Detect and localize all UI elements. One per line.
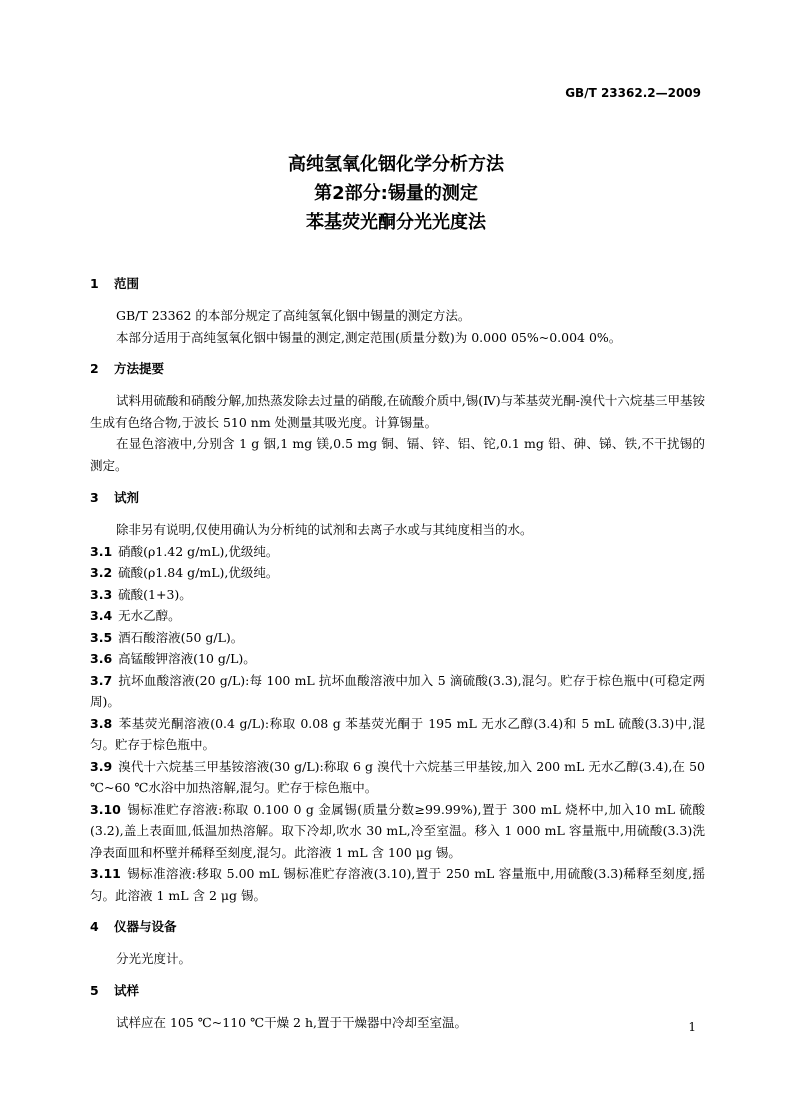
standard-code: GB/T 23362.2—2009 (565, 86, 701, 100)
paragraph: 分光光度计。 (116, 951, 192, 966)
section-number: 3 (90, 490, 99, 505)
section-number: 2 (90, 361, 99, 376)
paragraph: 本部分适用于高纯氢氧化铟中锡量的测定,测定范围(质量分数)为 0.000 05%~0.004 0%。 (116, 329, 622, 345)
title-line-3: 苯基荧光酮分光光度法 (306, 212, 486, 233)
section-title: 仪器与设备 (114, 919, 177, 934)
reagent-item: 3.1 硝酸(ρ1.42 g/mL),优级纯。 (90, 543, 279, 559)
paragraph: GB/T 23362 的本部分规定了高纯氢氧化铟中锡量的测定方法。 (116, 308, 471, 323)
section-number: 4 (90, 919, 99, 934)
reagent-item: 3.11 锡标准溶液:移取 5.00 mL 锡标准贮存溶液(3.10),置于 250 mL 容量瓶中,用硫酸(3.3)稀释至刻度,摇匀。此溶液 1 mL 含 2 μg 锡。 (90, 866, 705, 903)
section-title: 试剂 (114, 490, 140, 505)
title-line-2: 第2部分:锡量的测定 (314, 183, 478, 204)
section-title: 范围 (114, 276, 140, 291)
section-title: 试样 (114, 982, 140, 998)
paragraph: 试样应在 105 ℃~110 ℃干燥 2 h,置于干燥器中冷却至室温。 (116, 1014, 468, 1030)
paragraph: 在显色溶液中,分别含 1 g 铟,1 mg 镁,0.5 mg 铜、镉、锌、铝、铊,0.1 mg 铅、砷、锑、铁,不干扰锡的测定。 (90, 436, 705, 473)
reagent-item: 3.7 抗坏血酸溶液(20 g/L):每 100 mL 抗坏血酸溶液中加入 5 滴硫酸(3.3),混匀。贮存于棕色瓶中(可稳定两周)。 (90, 672, 705, 709)
section-1-heading (90, 274, 705, 294)
reagent-item: 3.9 溴代十六烷基三甲基铵溶液(30 g/L):称取 6 g 溴代十六烷基三甲基铵,加入 200 mL 无水乙醇(3.4),在 50 ℃~60 ℃水浴中加热溶解,混匀。贮存于棕色瓶中。 (90, 758, 705, 795)
section-2-heading (90, 359, 705, 379)
reagent-item: 3.5 酒石酸溶液(50 g/L)。 (90, 629, 244, 645)
section-title: 方法提要 (114, 361, 165, 376)
reagent-item: 3.6 高锰酸钾溶液(10 g/L)。 (90, 651, 256, 666)
reagent-item: 3.3 硫酸(1+3)。 (90, 586, 192, 602)
paragraph: 试料用硫酸和硝酸分解,加热蒸发除去过量的硝酸,在硫酸介质中,锡(Ⅳ)与苯基荧光酮-溴代十六烷基三甲基铵生成有色络合物,于波长 510 nm 处测量其吸光度。计算锡量。 (90, 393, 705, 430)
section-number: 5 (90, 982, 99, 998)
title-line-1: 高纯氢氧化铟化学分析方法 (288, 154, 504, 175)
paragraph: 除非另有说明,仅使用确认为分析纯的试剂和去离子水或与其纯度相当的水。 (116, 522, 533, 537)
section-4-heading (90, 917, 705, 937)
reagent-item: 3.10 锡标准贮存溶液:称取 0.100 0 g 金属锡(质量分数≥99.99%),置于 300 mL 烧杯中,加入10 mL 硫酸(3.2),盖上表面皿,低温加热溶解。取下冷却,吹水 30 mL,冷至室温。移入 1 000 mL 容量瓶中,用硫酸(3.3)洗净表面皿和杯壁并稀释至刻度,混匀。此溶液 1 mL 含 100 μg 锡。 (90, 801, 705, 860)
page-number: 1 (688, 1020, 696, 1034)
document-body (90, 274, 705, 1033)
reagent-item: 3.4 无水乙醇。 (90, 608, 181, 623)
section-3-heading (90, 488, 705, 508)
reagent-item: 3.8 苯基荧光酮溶液(0.4 g/L):称取 0.08 g 苯基荧光酮于 195 mL 无水乙醇(3.4)和 5 mL 硫酸(3.3)中,混匀。贮存于棕色瓶中。 (90, 715, 705, 752)
section-number: 1 (90, 276, 99, 291)
section-5-heading (90, 981, 705, 1001)
reagent-item: 3.2 硫酸(ρ1.84 g/mL),优级纯。 (90, 565, 279, 580)
document-title (0, 150, 792, 237)
